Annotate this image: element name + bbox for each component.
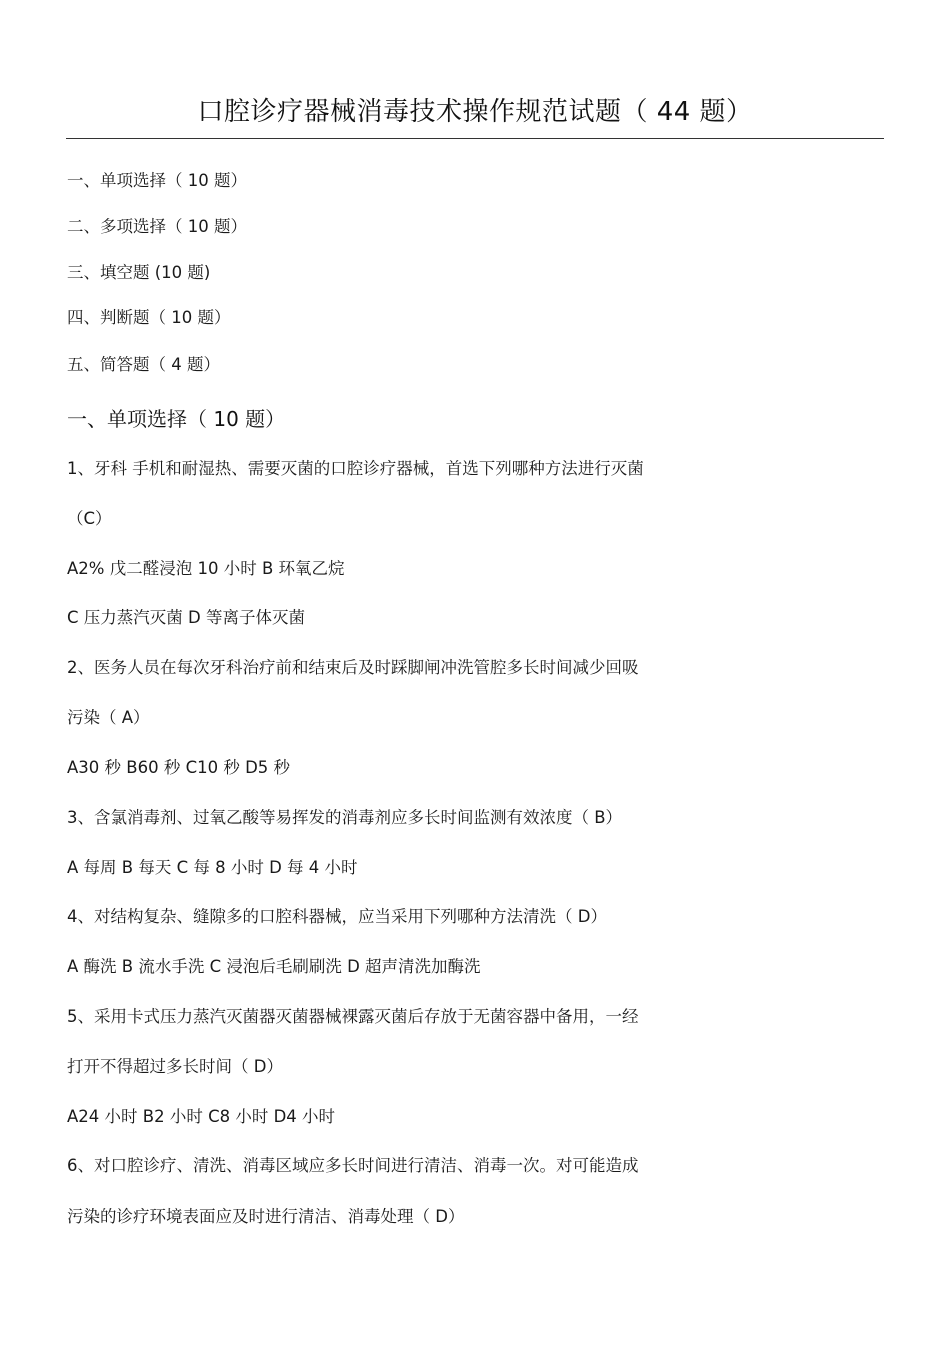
toc-item-short-answer: 五、简答题（ 4 题） [67,355,220,374]
question-5-options: A24 小时 B2 小时 C8 小时 D4 小时 [67,1107,336,1126]
question-6-stem: 6、对口腔诊疗、清洗、消毒区域应多长时间进行清洁、消毒一次。对可能造成 [67,1156,639,1175]
question-4-stem: 4、对结构复杂、缝隙多的口腔科器械，应当采用下列哪种方法清洗（ D） [67,907,607,926]
title-underline [66,138,884,139]
section-heading-single-choice: 一、单项选择（ 10 题） [67,407,286,431]
question-3-options: A 每周 B 每天 C 每 8 小时 D 每 4 小时 [67,858,358,877]
question-2-options: A30 秒 B60 秒 C10 秒 D5 秒 [67,758,291,777]
toc-item-true-false: 四、判断题（ 10 题） [67,308,231,327]
toc-item-multiple-choice: 二、多项选择（ 10 题） [67,217,247,236]
question-1-options-ab: A2% 戊二醛浸泡 10 小时 B 环氧乙烷 [67,559,345,578]
question-2-stem-cont: 污染（ A） [67,708,150,727]
question-2-stem: 2、医务人员在每次牙科治疗前和结束后及时踩脚闸冲洗管腔多长时间减少回吸 [67,658,639,677]
question-1-options-cd: C 压力蒸汽灭菌 D 等离子体灭菌 [67,608,305,627]
toc-item-fill-in: 三、填空题 (10 题) [67,263,211,282]
question-3-stem: 3、含氯消毒剂、过氧乙酸等易挥发的消毒剂应多长时间监测有效浓度（ B） [67,808,623,827]
toc-item-single-choice: 一、单项选择（ 10 题） [67,171,247,190]
question-4-options: A 酶洗 B 流水手洗 C 浸泡后毛刷刷洗 D 超声清洗加酶洗 [67,957,481,976]
question-1-stem: 1、牙科 手机和耐湿热、需要灭菌的口腔诊疗器械，首选下列哪种方法进行灭菌 [67,459,644,478]
question-6-stem-cont: 污染的诊疗环境表面应及时进行清洁、消毒处理（ D） [67,1207,465,1226]
document-title: 口腔诊疗器械消毒技术操作规范试题（ 44 题） [197,97,753,127]
question-5-stem-cont: 打开不得超过多长时间（ D） [67,1057,283,1076]
question-5-stem: 5、采用卡式压力蒸汽灭菌器灭菌器械裸露灭菌后存放于无菌容器中备用，一经 [67,1007,639,1026]
question-1-answer: （C） [67,509,112,528]
